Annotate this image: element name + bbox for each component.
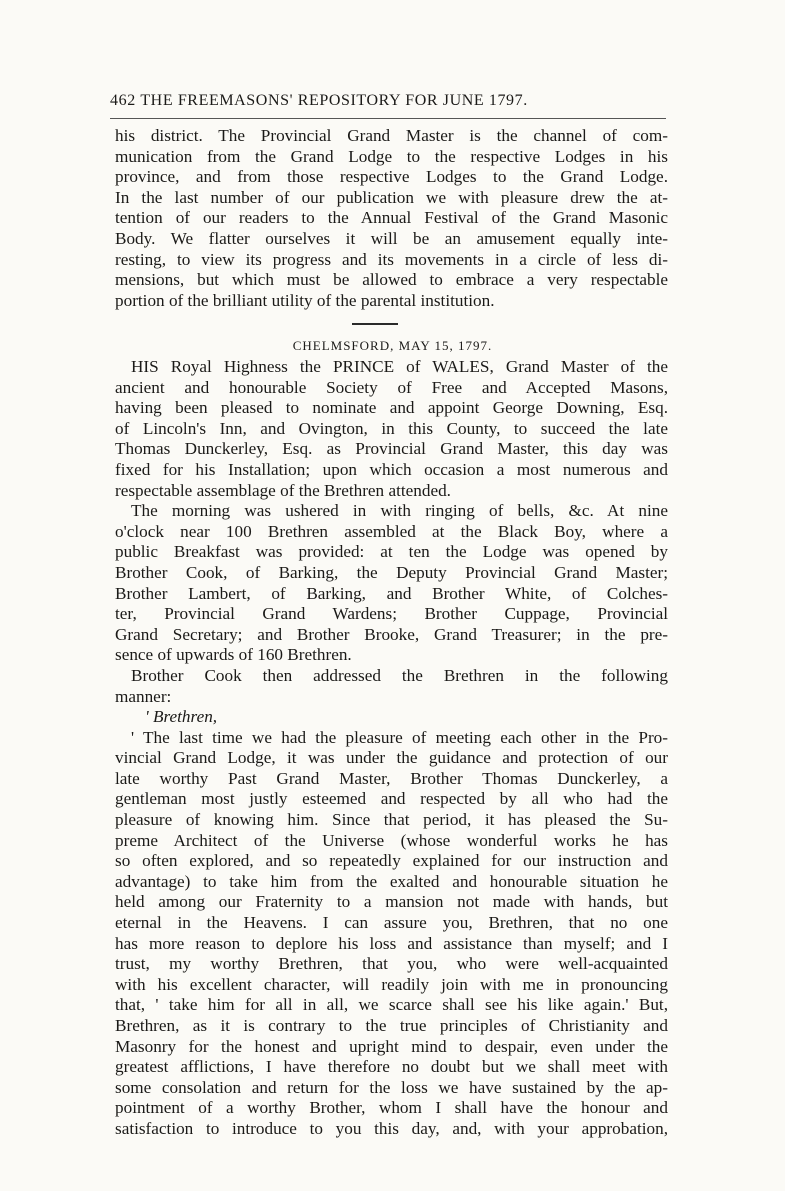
text-line: vincial Grand Lodge, it was under the guidance and protection of our	[115, 748, 668, 768]
text-line: eternal in the Heavens. I can assure you, Brethren, that no one	[115, 913, 668, 933]
article-body	[115, 357, 668, 1140]
text-line: trust, my worthy Brethren, that you, who were well-acquainted	[115, 954, 668, 974]
text-line: pleasure of knowing him. Since that period, it has pleased the Su-	[115, 810, 668, 830]
text-line: with his excellent character, will readily join with me in pronouncing	[115, 974, 668, 994]
text-line: tention of our readers to the Annual Festival of the Grand Masonic	[115, 208, 668, 228]
text-line: Brother Cook then addressed the Brethren in the following	[131, 665, 668, 685]
text-line: resting, to view its progress and its movements in a circle of less di-	[115, 249, 668, 269]
text-line: The morning was ushered in with ringing of bells, &c. At nine	[131, 501, 668, 521]
text-line: gentleman most justly esteemed and respected by all who had the	[115, 789, 668, 809]
text-line: public Breakfast was provided: at ten the Lodge was opened by	[115, 542, 668, 562]
text-line: advantage) to take him from the exalted and honourable situation he	[115, 871, 668, 891]
salutation: ' Brethren,	[145, 707, 218, 727]
text-line: Masonry for the honest and upright mind to despair, even under the	[115, 1036, 668, 1056]
running-header	[110, 92, 670, 110]
text-line: portion of the brilliant utility of the parental institution.	[115, 290, 495, 310]
text-line: Body. We flatter ourselves it will be an amusement equally inte-	[115, 228, 668, 248]
text-line: held among our Fraternity to a mansion not made with hands, but	[115, 892, 668, 912]
text-line: HIS Royal Highness the PRINCE of WALES, Grand Master of the	[131, 357, 668, 376]
text-line: respectable assemblage of the Brethren attended.	[115, 480, 451, 500]
running-title: THE FREEMASONS' REPOSITORY FOR JUNE 1797.	[140, 92, 528, 109]
text-line: Grand Secretary; and Brother Brooke, Grand Treasurer; in the pre-	[115, 624, 668, 644]
text-line: has more reason to deplore his loss and assistance than myself; and I	[115, 933, 668, 953]
text-line: ter, Provincial Grand Wardens; Brother Cuppage, Provincial	[115, 604, 668, 624]
text-line: pointment of a worthy Brother, whom I shall have the honour and	[115, 1098, 668, 1118]
text-line: mensions, but which must be allowed to embrace a very respectable	[115, 270, 668, 290]
text-line: his district. The Provincial Grand Master is the channel of com-	[115, 126, 668, 145]
header-rule	[110, 118, 666, 119]
text-line: so often explored, and so repeatedly explained for our instruction and	[115, 851, 668, 871]
text-line: Brother Lambert, of Barking, and Brother White, of Colches-	[115, 583, 668, 603]
text-line: greatest afflictions, I have therefore no doubt but we shall meet with	[115, 1057, 668, 1077]
text-line: having been pleased to nominate and appoint George Downing, Esq.	[115, 398, 668, 418]
page-number: 462	[110, 92, 136, 109]
intro-paragraph	[115, 126, 668, 311]
text-line: that, ' take him for all in all, we scarce shall see his like again.' But,	[115, 995, 668, 1015]
text-line: province, and from those respective Lodges to the Grand Lodge.	[115, 167, 668, 187]
text-line: Brethren, as it is contrary to the true principles of Christianity and	[115, 1016, 668, 1035]
text-line: munication from the Grand Lodge to the respective Lodges in his	[115, 146, 668, 166]
dateline: CHELMSFORD, MAY 15, 1797.	[292, 338, 493, 353]
text-line: fixed for his Installation; upon which occasion a most numerous and	[115, 459, 668, 479]
text-line: late worthy Past Grand Master, Brother Thomas Dunckerley, a	[115, 768, 668, 788]
text-line: o'clock near 100 Brethren assembled at the Black Boy, where a	[115, 521, 668, 541]
section-divider	[352, 323, 398, 325]
text-line: satisfaction to introduce to you this day, and, with your approbation,	[115, 1118, 668, 1138]
text-line: In the last number of our publication we with pleasure drew the at-	[115, 187, 668, 207]
text-line: some consolation and return for the loss we have sustained by the ap-	[115, 1077, 668, 1097]
text-line: ' The last time we had the pleasure of meeting each other in the Pro-	[131, 727, 668, 747]
text-line: preme Architect of the Universe (whose wonderful works he has	[115, 830, 668, 850]
text-line: ancient and honourable Society of Free and Accepted Masons,	[115, 377, 668, 397]
text-line: Thomas Dunckerley, Esq. as Provincial Grand Master, this day was	[115, 439, 668, 459]
text-line: manner:	[115, 686, 172, 706]
text-line: Brother Cook, of Barking, the Deputy Provincial Grand Master;	[115, 562, 668, 582]
text-line: sence of upwards of 160 Brethren.	[115, 645, 352, 665]
text-line: of Lincoln's Inn, and Ovington, in this County, to succeed the late	[115, 418, 668, 438]
